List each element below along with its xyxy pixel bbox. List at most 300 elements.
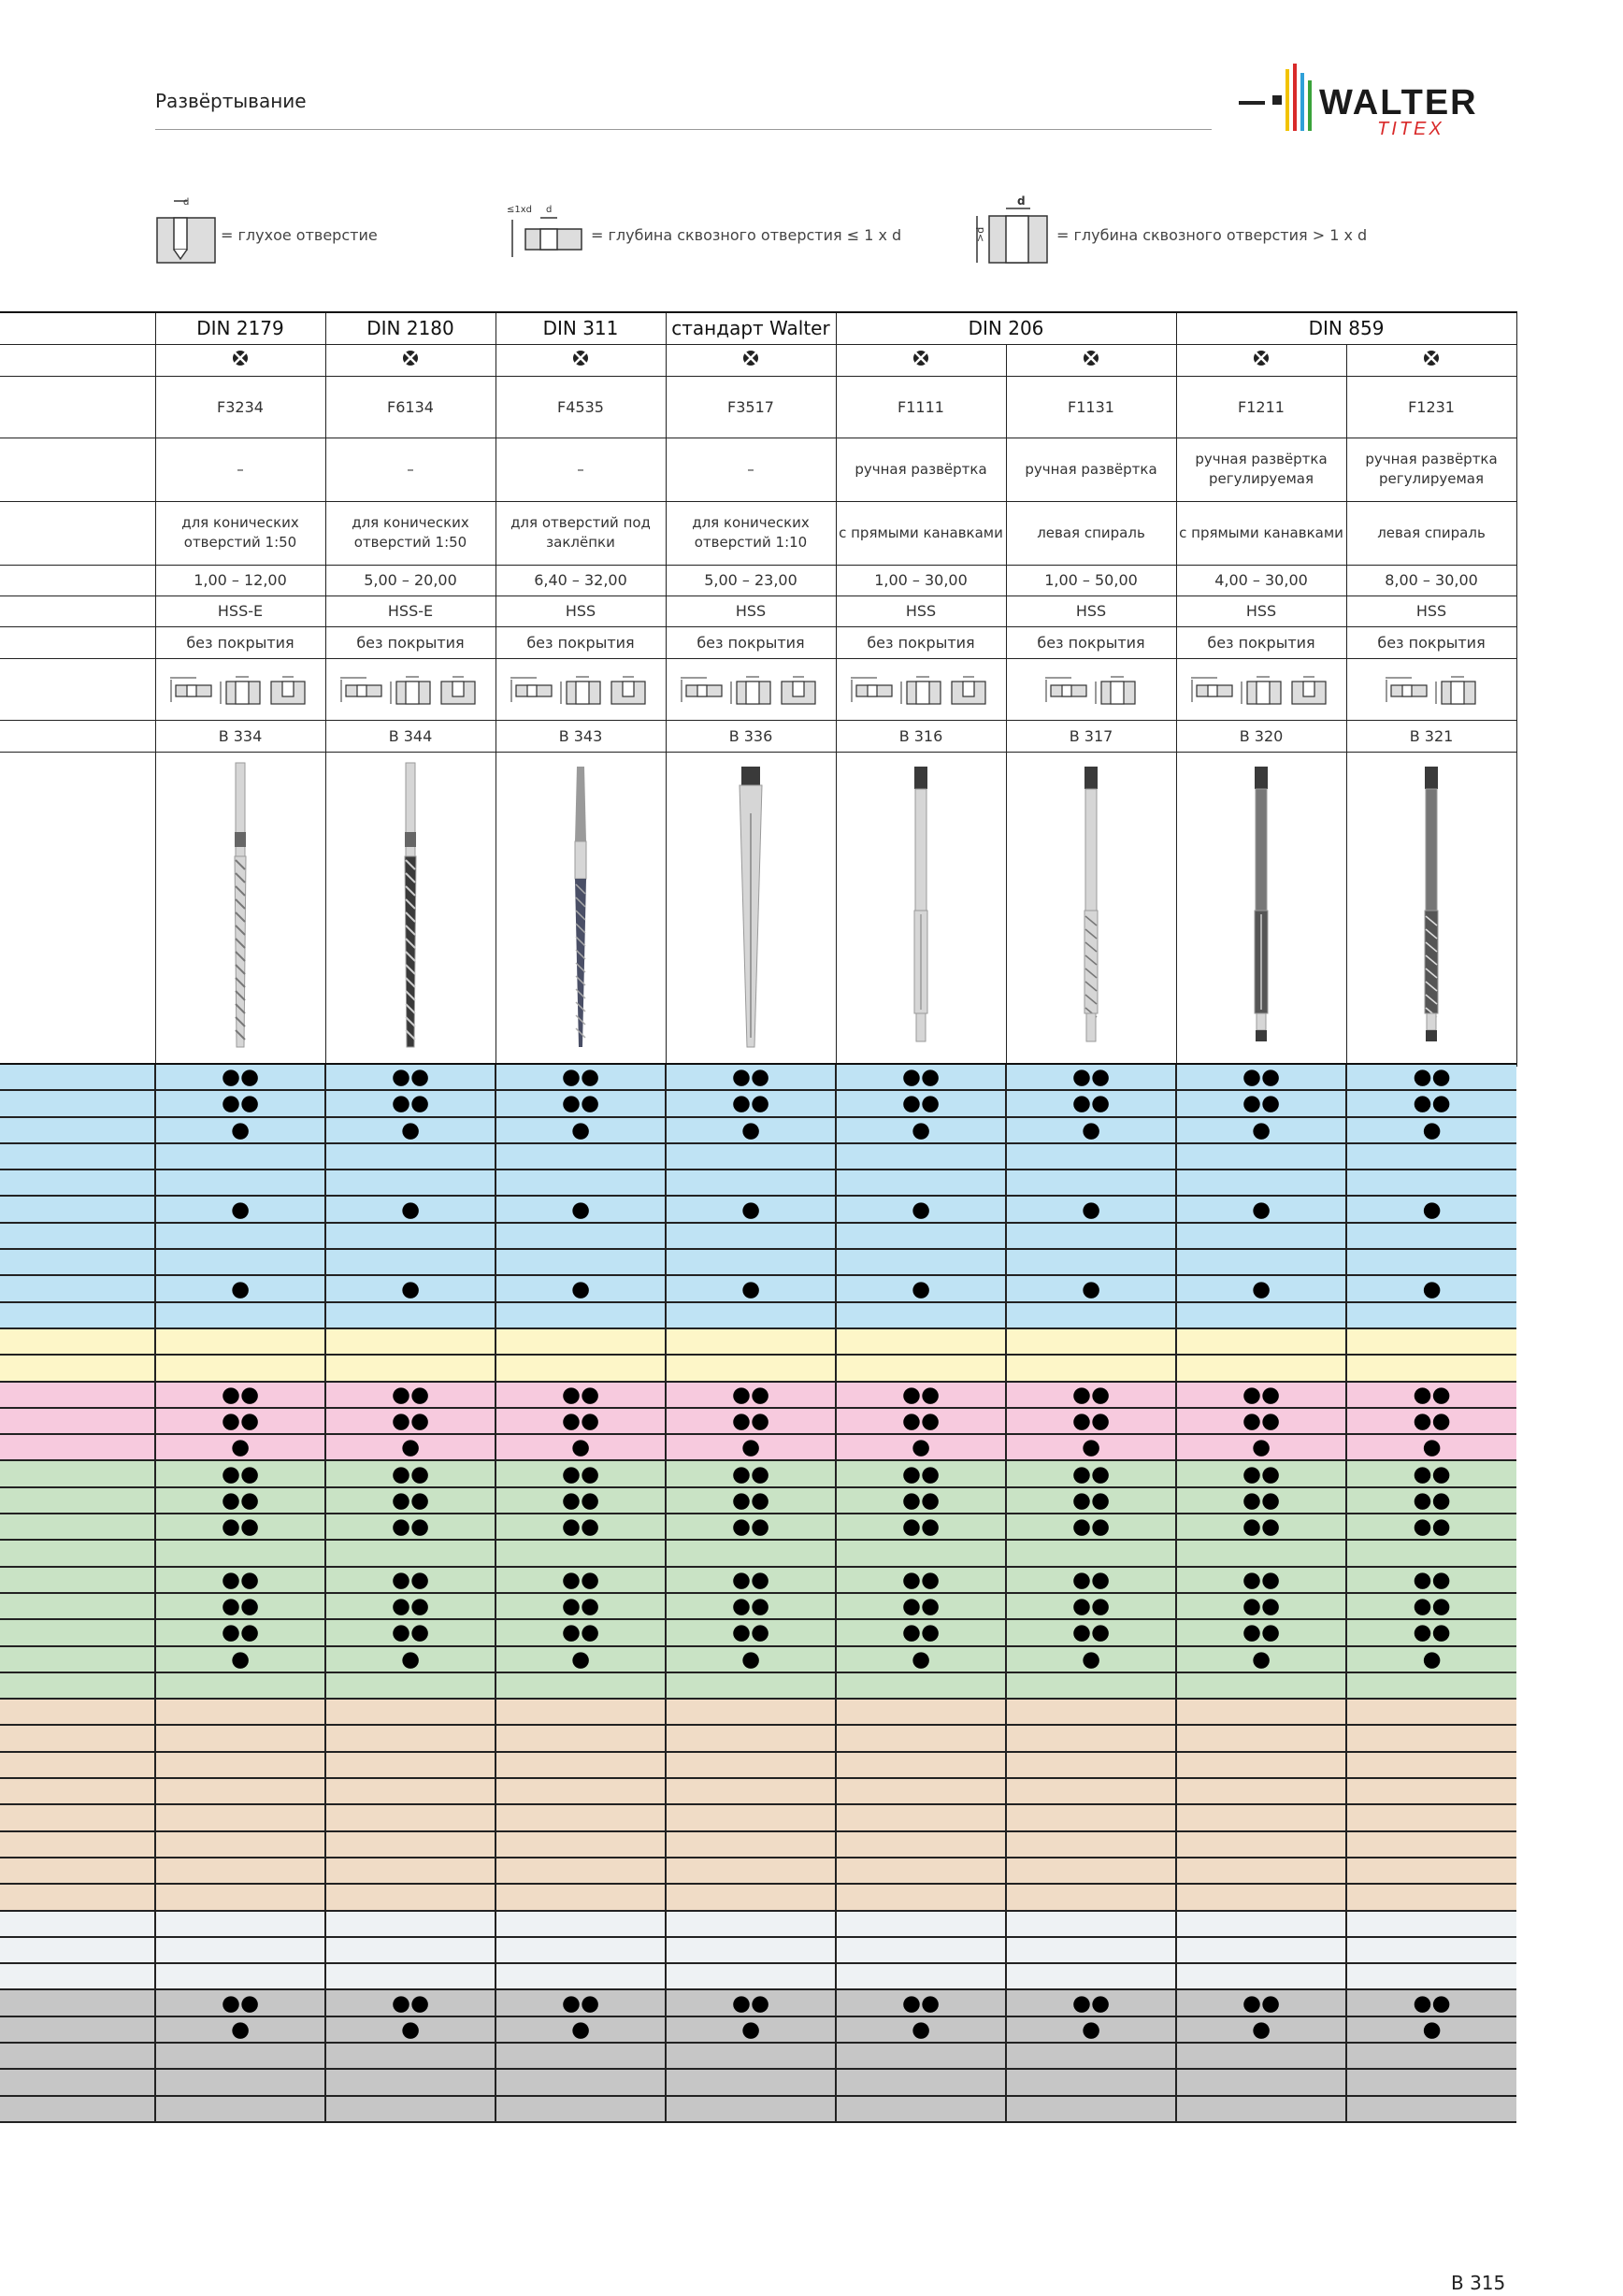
matrix-rating-cell — [496, 1328, 666, 1355]
hole-icons — [156, 672, 325, 706]
reamer-tool-icon — [883, 757, 958, 1056]
matrix-label-cell — [0, 2016, 155, 2043]
type-cell: – — [325, 438, 496, 501]
row-label — [0, 596, 155, 626]
matrix-rating-cell: ● — [1006, 1196, 1176, 1222]
matrix-rating-cell — [1176, 2069, 1346, 2095]
matrix-rating-cell — [325, 1778, 496, 1804]
matrix-rating-cell — [496, 1540, 666, 1566]
matrix-rating-cell — [1006, 1302, 1176, 1328]
catalog-page-link[interactable]: B 320 — [1176, 720, 1346, 752]
reamer-tool-icon — [543, 757, 618, 1056]
matrix-rating-cell: ● — [666, 1196, 836, 1222]
catalog-page-link[interactable]: B 321 — [1346, 720, 1516, 752]
matrix-rating-cell — [325, 1804, 496, 1830]
matrix-row-yellow — [0, 1328, 1516, 1355]
matrix-rating-cell: ● — [496, 2016, 666, 2043]
brand-bar-2 — [1293, 64, 1297, 131]
matrix-rating-cell: ●● — [496, 1090, 666, 1116]
matrix-rating-cell — [1346, 1170, 1516, 1196]
matrix-label-cell — [0, 1223, 155, 1249]
blind-hole-icon — [155, 192, 221, 266]
hole-types-cell — [155, 658, 325, 720]
matrix-rating-cell — [325, 1170, 496, 1196]
matrix-rating-cell: ● — [496, 1275, 666, 1301]
matrix-rating-cell — [836, 1170, 1006, 1196]
matrix-rating-cell: ●● — [496, 1567, 666, 1593]
matrix-rating-cell — [155, 1302, 325, 1328]
matrix-rating-cell — [496, 1223, 666, 1249]
matrix-rating-cell: ●● — [666, 1593, 836, 1619]
matrix-rating-cell — [836, 1963, 1006, 1989]
matrix-rating-cell — [1176, 1831, 1346, 1858]
catalog-page-link[interactable]: B 334 — [155, 720, 325, 752]
matrix-rating-cell — [836, 2096, 1006, 2122]
matrix-rating-cell: ● — [1176, 1117, 1346, 1143]
matrix-rating-cell: ● — [155, 1434, 325, 1460]
matrix-rating-cell — [1006, 1699, 1176, 1725]
matrix-rating-cell: ●● — [1346, 1514, 1516, 1540]
matrix-label-cell — [0, 1064, 155, 1090]
matrix-label-cell — [0, 1249, 155, 1275]
matrix-label-cell — [0, 1302, 155, 1328]
matrix-rating-cell — [1006, 1858, 1176, 1884]
cutting-symbol-cell — [325, 344, 496, 376]
matrix-rating-cell: ● — [836, 2016, 1006, 2043]
matrix-rating-cell: ● — [1006, 1434, 1176, 1460]
hole-types-cell — [836, 658, 1006, 720]
matrix-body — [0, 1064, 1516, 2122]
matrix-rating-cell: ● — [155, 1196, 325, 1222]
matrix-rating-cell: ● — [1176, 1196, 1346, 1222]
matrix-rating-cell: ●● — [1006, 1619, 1176, 1645]
matrix-rating-cell — [155, 1884, 325, 1910]
coating-cell: без покрытия — [1176, 626, 1346, 658]
matrix-rating-cell — [666, 2096, 836, 2122]
matrix-rating-cell: ●● — [836, 1064, 1006, 1090]
thru2-hole-icon — [1238, 672, 1285, 706]
coating-cell: без покрытия — [1346, 626, 1516, 658]
matrix-rating-cell — [496, 1831, 666, 1858]
matrix-rating-cell — [836, 1778, 1006, 1804]
matrix-row-grey-light — [0, 1937, 1516, 1963]
row-catalog-page — [0, 720, 1516, 752]
row-range — [0, 565, 1516, 596]
matrix-rating-cell: ●● — [1176, 1460, 1346, 1486]
matrix-rating-cell — [1176, 1884, 1346, 1910]
matrix-rating-cell: ●● — [1006, 1989, 1176, 2016]
matrix-rating-cell — [1006, 1249, 1176, 1275]
matrix-rating-cell: ●● — [1006, 1487, 1176, 1514]
matrix-label-cell — [0, 1989, 155, 2016]
matrix-rating-cell — [155, 1778, 325, 1804]
matrix-rating-cell: ●● — [836, 1567, 1006, 1593]
matrix-rating-cell — [666, 2069, 836, 2095]
matrix-rating-cell: ●● — [496, 1593, 666, 1619]
matrix-rating-cell — [666, 1672, 836, 1699]
matrix-rating-cell: ● — [1006, 1117, 1176, 1143]
matrix-rating-cell — [155, 1249, 325, 1275]
matrix-label-cell — [0, 1408, 155, 1434]
matrix-rating-cell — [836, 1540, 1006, 1566]
spec-table — [0, 311, 1517, 1067]
catalog-page-link[interactable]: B 336 — [666, 720, 836, 752]
matrix-rating-cell — [666, 1328, 836, 1355]
matrix-label-cell — [0, 1328, 155, 1355]
matrix-rating-cell: ●● — [155, 1567, 325, 1593]
reamer-tool-icon — [1394, 757, 1469, 1056]
matrix-row-blue — [0, 1143, 1516, 1170]
matrix-label-cell — [0, 1275, 155, 1301]
hole-icons — [1007, 672, 1176, 706]
matrix-rating-cell: ●● — [666, 1514, 836, 1540]
matrix-rating-cell — [1346, 1249, 1516, 1275]
row-standards — [0, 312, 1516, 344]
matrix-rating-cell — [836, 2069, 1006, 2095]
code-cell: F1211 — [1176, 376, 1346, 438]
through-hole-short-icon — [505, 192, 589, 266]
matrix-rating-cell: ●● — [666, 1064, 836, 1090]
matrix-rating-cell — [1346, 1725, 1516, 1751]
matrix-row-green — [0, 1514, 1516, 1540]
coating-cell: без покрытия — [155, 626, 325, 658]
matrix-rating-cell: ●● — [1176, 1567, 1346, 1593]
matrix-rating-cell: ● — [836, 1117, 1006, 1143]
hole-icons — [1347, 672, 1516, 706]
catalog-page-link[interactable]: B 344 — [325, 720, 496, 752]
matrix-rating-cell — [666, 1937, 836, 1963]
matrix-row-blue — [0, 1196, 1516, 1222]
title-rule — [155, 129, 1212, 130]
reamer-tool-icon — [1224, 757, 1299, 1056]
thru1-hole-icon — [679, 672, 725, 706]
coating-cell: без покрытия — [666, 626, 836, 658]
material-cell: HSS — [496, 596, 666, 626]
matrix-rating-cell — [1176, 1170, 1346, 1196]
matrix-rating-cell — [325, 1858, 496, 1884]
matrix-rating-cell: ●● — [496, 1064, 666, 1090]
row-code — [0, 376, 1516, 438]
blind-hole-icon — [606, 672, 653, 706]
matrix-rating-cell — [1006, 1672, 1176, 1699]
matrix-rating-cell — [836, 1911, 1006, 1937]
tool-image-cell — [1006, 752, 1176, 1066]
matrix-rating-cell — [155, 1223, 325, 1249]
thru1-hole-icon — [509, 672, 555, 706]
type-cell: ручная развёртка — [836, 438, 1006, 501]
svg-text:>d: >d — [974, 226, 986, 242]
matrix-rating-cell: ●● — [666, 1408, 836, 1434]
hole-types-cell — [496, 658, 666, 720]
matrix-row-blue — [0, 1275, 1516, 1301]
matrix-rating-cell — [1346, 1752, 1516, 1778]
code-cell: F6134 — [325, 376, 496, 438]
matrix-rating-cell — [666, 1143, 836, 1170]
matrix-rating-cell: ●● — [1346, 1619, 1516, 1645]
matrix-rating-cell: ● — [155, 2016, 325, 2043]
matrix-rating-cell: ●● — [496, 1989, 666, 2016]
standard-header: DIN 2180 — [325, 312, 496, 344]
matrix-row-blue — [0, 1090, 1516, 1116]
matrix-rating-cell — [1176, 1778, 1346, 1804]
matrix-rating-cell: ● — [836, 1434, 1006, 1460]
matrix-rating-cell: ●● — [155, 1619, 325, 1645]
matrix-rating-cell: ●● — [1346, 1090, 1516, 1116]
thru2-hole-icon — [1092, 672, 1139, 706]
matrix-row-orange — [0, 1725, 1516, 1751]
matrix-rating-cell: ●● — [836, 1408, 1006, 1434]
matrix-row-orange — [0, 1699, 1516, 1725]
matrix-label-cell — [0, 1143, 155, 1170]
svg-text:d: d — [1017, 194, 1026, 208]
flute-symbol-icon — [1252, 349, 1271, 367]
catalog-page-link[interactable]: B 317 — [1006, 720, 1176, 752]
tool-image-cell — [836, 752, 1006, 1066]
matrix-rating-cell — [155, 1143, 325, 1170]
thru1-hole-icon — [1384, 672, 1430, 706]
matrix-rating-cell: ● — [155, 1646, 325, 1672]
matrix-rating-cell — [836, 1699, 1006, 1725]
matrix-rating-cell — [496, 1170, 666, 1196]
matrix-rating-cell: ● — [1176, 1646, 1346, 1672]
hole-types-cell — [1006, 658, 1176, 720]
matrix-rating-cell — [496, 2096, 666, 2122]
code-cell: F4535 — [496, 376, 666, 438]
matrix-rating-cell: ●● — [666, 1989, 836, 2016]
matrix-rating-cell — [1346, 1223, 1516, 1249]
matrix-rating-cell — [666, 1831, 836, 1858]
matrix-rating-cell: ● — [666, 2016, 836, 2043]
matrix-label-cell — [0, 1937, 155, 1963]
matrix-rating-cell — [155, 1540, 325, 1566]
matrix-label-cell — [0, 1567, 155, 1593]
hole-icons — [496, 672, 666, 706]
matrix-rating-cell — [1006, 1540, 1176, 1566]
legend-text-through-deep: = глубина сквозного отверстия > 1 x d — [1056, 226, 1368, 244]
matrix-rating-cell: ●● — [666, 1487, 836, 1514]
matrix-rating-cell — [836, 1223, 1006, 1249]
matrix-rating-cell — [1006, 2069, 1176, 2095]
legend-through-deep — [972, 192, 1368, 271]
matrix-row-pink — [0, 1382, 1516, 1408]
matrix-rating-cell: ●● — [836, 1382, 1006, 1408]
matrix-row-grey — [0, 2096, 1516, 2122]
matrix-rating-cell — [325, 1249, 496, 1275]
matrix-rating-cell — [496, 1672, 666, 1699]
matrix-row-orange — [0, 1752, 1516, 1778]
matrix-rating-cell: ●● — [666, 1090, 836, 1116]
matrix-rating-cell — [496, 1725, 666, 1751]
matrix-rating-cell: ● — [836, 1646, 1006, 1672]
matrix-label-cell — [0, 1382, 155, 1408]
matrix-row-orange — [0, 1778, 1516, 1804]
matrix-rating-cell: ● — [155, 1275, 325, 1301]
brand-logo — [1239, 60, 1519, 144]
matrix-rating-cell: ●● — [666, 1382, 836, 1408]
matrix-rating-cell — [325, 1725, 496, 1751]
row-coating — [0, 626, 1516, 658]
thru2-hole-icon — [387, 672, 434, 706]
matrix-row-blue — [0, 1249, 1516, 1275]
matrix-rating-cell: ● — [1346, 1646, 1516, 1672]
matrix-rating-cell — [496, 1884, 666, 1910]
blind-hole-icon — [1286, 672, 1333, 706]
matrix-label-cell — [0, 1911, 155, 1937]
matrix-rating-cell — [496, 1355, 666, 1381]
row-label — [0, 565, 155, 596]
matrix-rating-cell — [325, 1937, 496, 1963]
matrix-rating-cell: ● — [666, 1646, 836, 1672]
matrix-label-cell — [0, 1699, 155, 1725]
matrix-rating-cell — [1176, 1223, 1346, 1249]
code-cell: F3517 — [666, 376, 836, 438]
matrix-label-cell — [0, 1090, 155, 1116]
matrix-rating-cell — [836, 1752, 1006, 1778]
thru1-hole-icon — [168, 672, 215, 706]
matrix-rating-cell — [1006, 1963, 1176, 1989]
matrix-row-blue — [0, 1302, 1516, 1328]
row-material — [0, 596, 1516, 626]
matrix-label-cell — [0, 1619, 155, 1645]
matrix-row-orange — [0, 1831, 1516, 1858]
matrix-label-cell — [0, 1117, 155, 1143]
matrix-label-cell — [0, 1196, 155, 1222]
matrix-rating-cell: ● — [325, 1434, 496, 1460]
matrix-rating-cell: ●● — [666, 1619, 836, 1645]
type-cell: – — [155, 438, 325, 501]
matrix-rating-cell — [836, 1831, 1006, 1858]
catalog-page-link[interactable]: B 316 — [836, 720, 1006, 752]
reamer-tool-icon — [1054, 757, 1128, 1056]
cutting-symbol-cell — [836, 344, 1006, 376]
matrix-rating-cell — [155, 1963, 325, 1989]
spec-body — [0, 312, 1516, 1066]
matrix-rating-cell: ●● — [496, 1460, 666, 1486]
matrix-rating-cell — [1176, 1937, 1346, 1963]
matrix-rating-cell — [1006, 1778, 1176, 1804]
matrix-row-grey — [0, 2069, 1516, 2095]
matrix-rating-cell — [836, 1328, 1006, 1355]
matrix-rating-cell — [325, 1831, 496, 1858]
matrix-rating-cell — [1346, 1699, 1516, 1725]
matrix-rating-cell — [496, 1858, 666, 1884]
matrix-rating-cell — [325, 1355, 496, 1381]
matrix-rating-cell — [155, 1672, 325, 1699]
type-cell: – — [666, 438, 836, 501]
matrix-rating-cell — [1176, 2096, 1346, 2122]
matrix-rating-cell: ●● — [325, 1382, 496, 1408]
matrix-rating-cell: ● — [1346, 1117, 1516, 1143]
matrix-rating-cell — [155, 2096, 325, 2122]
matrix-rating-cell — [1006, 1884, 1176, 1910]
matrix-rating-cell: ●● — [1346, 1408, 1516, 1434]
catalog-page-link[interactable]: B 343 — [496, 720, 666, 752]
matrix-rating-cell: ●● — [496, 1408, 666, 1434]
matrix-rating-cell — [666, 1699, 836, 1725]
matrix-rating-cell: ●● — [325, 1593, 496, 1619]
matrix-rating-cell — [1346, 2069, 1516, 2095]
blind-hole-icon — [436, 672, 482, 706]
matrix-rating-cell: ●● — [666, 1567, 836, 1593]
blind-hole-icon — [266, 672, 312, 706]
matrix-rating-cell — [1176, 1911, 1346, 1937]
matrix-rating-cell: ● — [666, 1275, 836, 1301]
matrix-rating-cell — [1176, 1328, 1346, 1355]
matrix-rating-cell — [1176, 2043, 1346, 2069]
matrix-rating-cell — [325, 2043, 496, 2069]
matrix-rating-cell: ●● — [1006, 1382, 1176, 1408]
flute-symbol-icon — [231, 349, 250, 367]
matrix-rating-cell — [836, 1355, 1006, 1381]
matrix-rating-cell: ●● — [1006, 1514, 1176, 1540]
matrix-label-cell — [0, 1593, 155, 1619]
matrix-row-yellow — [0, 1355, 1516, 1381]
matrix-rating-cell: ●● — [155, 1064, 325, 1090]
tool-image-cell — [1346, 752, 1516, 1066]
matrix-rating-cell: ● — [325, 1196, 496, 1222]
brand-bar-3 — [1300, 73, 1304, 131]
matrix-rating-cell — [496, 1804, 666, 1830]
matrix-rating-cell — [325, 2096, 496, 2122]
matrix-rating-cell — [496, 1778, 666, 1804]
hole-icons — [1177, 672, 1346, 706]
matrix-rating-cell — [325, 1143, 496, 1170]
thru2-hole-icon — [1432, 672, 1479, 706]
matrix-rating-cell: ●● — [1006, 1064, 1176, 1090]
matrix-row-pink — [0, 1434, 1516, 1460]
matrix-rating-cell — [1176, 1804, 1346, 1830]
matrix-rating-cell — [666, 1302, 836, 1328]
row-label — [0, 312, 155, 344]
reamer-tool-icon — [713, 757, 788, 1056]
cutting-symbol-cell — [666, 344, 836, 376]
matrix-label-cell — [0, 1804, 155, 1830]
matrix-label-cell — [0, 1170, 155, 1196]
range-cell: 1,00 – 30,00 — [836, 565, 1006, 596]
matrix-rating-cell — [666, 1725, 836, 1751]
matrix-row-blue — [0, 1223, 1516, 1249]
blind-hole-icon — [776, 672, 823, 706]
matrix-rating-cell: ●● — [836, 1090, 1006, 1116]
cutting-symbol-cell — [1346, 344, 1516, 376]
row-hole-types — [0, 658, 1516, 720]
purpose-cell: для конических отверстий 1:50 — [155, 501, 325, 565]
matrix-rating-cell — [666, 1355, 836, 1381]
flute-symbol-icon — [1422, 349, 1441, 367]
reamer-tool-icon — [373, 757, 448, 1056]
matrix-rating-cell: ●● — [325, 1989, 496, 2016]
matrix-rating-cell: ●● — [325, 1064, 496, 1090]
matrix-rating-cell — [666, 1170, 836, 1196]
matrix-rating-cell — [1346, 2096, 1516, 2122]
matrix-rating-cell: ●● — [836, 1514, 1006, 1540]
matrix-rating-cell — [496, 2069, 666, 2095]
matrix-rating-cell: ●● — [836, 1619, 1006, 1645]
range-cell: 5,00 – 23,00 — [666, 565, 836, 596]
material-cell: HSS — [1006, 596, 1176, 626]
matrix-rating-cell: ●● — [1176, 1593, 1346, 1619]
matrix-rating-cell — [1346, 1937, 1516, 1963]
matrix-rating-cell — [325, 1963, 496, 1989]
matrix-rating-cell — [1006, 2096, 1176, 2122]
cutting-symbol-cell — [1176, 344, 1346, 376]
matrix-rating-cell — [666, 1223, 836, 1249]
standard-header: стандарт Walter — [666, 312, 836, 344]
matrix-rating-cell: ● — [1006, 1646, 1176, 1672]
range-cell: 8,00 – 30,00 — [1346, 565, 1516, 596]
matrix-rating-cell: ●● — [1176, 1382, 1346, 1408]
range-cell: 1,00 – 12,00 — [155, 565, 325, 596]
